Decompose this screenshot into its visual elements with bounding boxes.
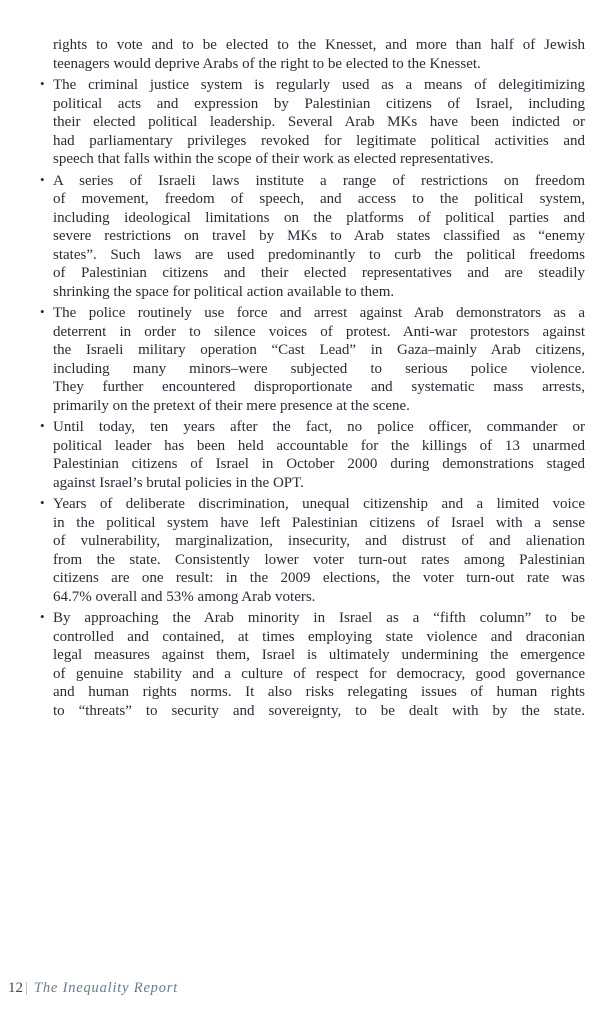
text-line: They further encountered disproportionate and systematic mass arrests, [53, 379, 585, 395]
bullet-icon: • [40, 171, 45, 187]
text-line: from the state. Consistently lower voter turn-out rates among Palestinian [53, 551, 585, 568]
text-line: their elected political leadership. Several Arab MKs have been indicted or [53, 114, 585, 130]
report-title: The Inequality Report [34, 980, 179, 996]
text-line: Years of deliberate discrimination, unequal citizenship and a limited voice [53, 496, 585, 512]
text-line: citizens are one result: in the 2009 elections, the voter turn-out rate was [53, 570, 585, 586]
text-line: 64.7% overall and 53% among Arab voters. [53, 588, 316, 605]
text-line: the Israeli military operation “Cast Lead” in Gaza–mainly Arab citizens, [53, 342, 585, 358]
bullet-icon: • [40, 609, 45, 624]
text-line: to “threats” to security and sovereignty, to be dealt with by the state. [53, 702, 585, 719]
bullet-item [40, 495, 585, 606]
text-line: deterrent in order to silence voices of protest. Anti-war protestors against [53, 323, 585, 340]
bullet-item [40, 609, 585, 720]
text-line: in the political system have left Palestinian citizens of Israel with a sense [53, 514, 585, 531]
text-line: speech that falls within the scope of their work as elected representatives. [53, 151, 494, 167]
bullet-item [40, 171, 585, 302]
text-line: political leader has been held accountable for the killings of 13 unarmed [53, 437, 585, 454]
footer [8, 980, 178, 997]
text-line: of vulnerability, marginalization, insecurity, and distrust of and alienation [53, 533, 585, 549]
text-line: states”. Such laws are used predominantly to curb the political freedoms [53, 246, 585, 263]
bullet-icon: • [40, 418, 45, 433]
text-line: severe restrictions on travel by MKs to Arab states classified as “enemy [53, 228, 585, 244]
text-line: including ideological limitations on the platforms of political parties and [53, 209, 585, 226]
text-line: The police routinely use force and arrest against Arab demonstrators as a [53, 305, 585, 321]
text-line: and human rights norms. It also risks relegating issues of human rights [53, 684, 585, 700]
text-line: of Palestinian citizens and their elected representatives and are steadily [53, 265, 585, 281]
text-line: including many minors–were subjected to serious police violence. [53, 360, 585, 377]
text-line: against Israel’s brutal policies in the OPT. [53, 474, 304, 491]
text-line: By approaching the Arab minority in Israel as a “fifth column” to be [53, 610, 585, 626]
text-line: of genuine stability and a culture of respect for democracy, good governance [53, 665, 585, 682]
footer-separator [26, 982, 27, 995]
bullet-icon: • [40, 304, 45, 319]
page-body [40, 36, 585, 723]
bullet-item [40, 304, 585, 415]
text-line: shrinking the space for political action available to them. [53, 283, 395, 300]
text-line: legal measures against them, Israel is ultimately undermining the emergence [53, 647, 585, 663]
text-line: teenagers would deprive Arabs of the right to be elected to the Knesset. [53, 55, 481, 72]
bullet-item [40, 76, 585, 169]
text-line: The criminal justice system is regularly used as a means of delegitimizing [53, 77, 585, 93]
text-line: primarily on the pretext of their mere presence at the scene. [53, 397, 410, 414]
text-line: A series of Israeli laws institute a range of restrictions on freedom [53, 172, 585, 189]
bullet-icon: • [40, 76, 45, 91]
text-line: Until today, ten years after the fact, no police officer, commander or [53, 419, 585, 435]
text-line: political acts and expression by Palestinian citizens of Israel, including [53, 95, 585, 112]
intro-paragraph [53, 36, 585, 73]
bullet-icon: • [40, 495, 45, 510]
text-line: rights to vote and to be elected to the Knesset, and more than half of Jewish [53, 37, 585, 53]
text-line: controlled and contained, at times employing state violence and draconian [53, 628, 585, 645]
text-line: had parliamentary privileges revoked for legitimate political activities and [53, 132, 585, 149]
bullet-item [40, 418, 585, 492]
text-line: of movement, freedom of speech, and access to the political system, [53, 191, 585, 207]
text-line: Palestinian citizens of Israel in October 2000 during demonstrations staged [53, 456, 585, 472]
page-number: 12 [8, 980, 23, 996]
